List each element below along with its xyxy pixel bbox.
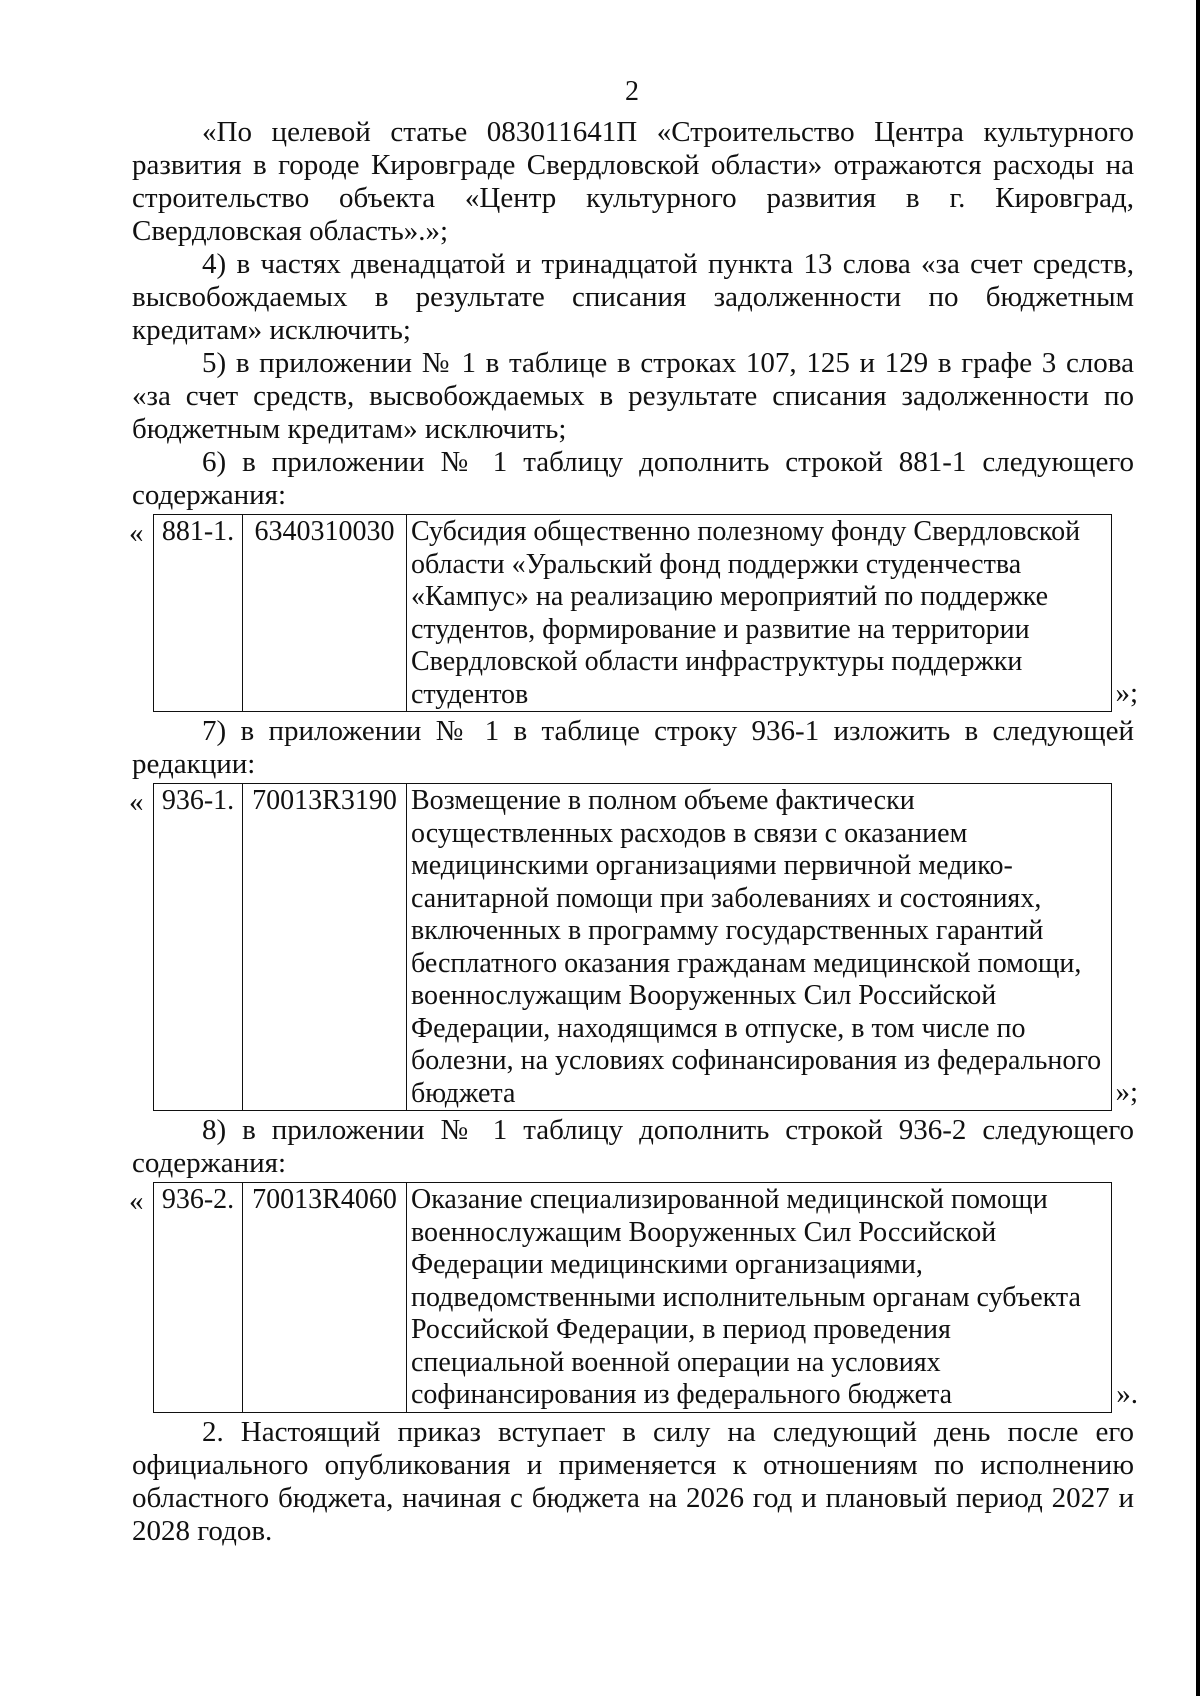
table-row-936-1 — [153, 783, 1112, 1111]
opening-quote: « — [129, 786, 144, 818]
row-description-cell: Оказание специализированной медицинской помощи военнослужащим Вооруженных Сил Российской Федерации медицинскими организациями, подведомственными исполнительным органам субъекта Российской Федерации, в период проведения специальной военной операции на условиях софинансирования из федерального бюджета — [407, 1183, 1112, 1413]
page-edge — [1196, 0, 1200, 1696]
opening-quote: « — [129, 517, 144, 549]
row-description-cell: Субсидия общественно полезному фонду Свердловской области «Уральский фонд поддержки студенчества «Кампус» на реализацию мероприятий по поддержке студентов, формирование и развитие на территории Свердловской области инфраструктуры поддержки студентов — [407, 515, 1112, 712]
closing-quote: »; — [1115, 1076, 1138, 1108]
paragraph-item-8: 8) в приложении № 1 таблицу дополнить строкой 936-2 следующего содержания: — [132, 1114, 1134, 1179]
table-row-881-1 — [153, 514, 1112, 712]
paragraph-target-article: «По целевой статье 083011641П «Строительство Центра культурного развития в городе Кировграде Свердловской области» отражаются расходы на строительство объекта «Центр культурного развития в г. Кировград, Свердловская область».»; — [132, 116, 1134, 247]
closing-quote: ». — [1116, 1377, 1138, 1410]
closing-quote: »; — [1115, 677, 1138, 709]
paragraph-item-4: 4) в частях двенадцатой и тринадцатой пункта 13 слова «за счет средств, высвобождаемых в результате списания задолженности по бюджетным кредитам» исключить; — [132, 248, 1134, 346]
amendment-table-936-1 — [129, 783, 1138, 1111]
row-number-cell: 881-1. — [154, 515, 243, 712]
amendment-table-881-1 — [129, 514, 1138, 712]
row-code-cell: 70013R4060 — [243, 1183, 407, 1413]
table-row — [154, 784, 1112, 1111]
table-row — [154, 1183, 1112, 1413]
table-row-936-2 — [153, 1182, 1112, 1413]
amendment-table-936-2 — [129, 1182, 1138, 1413]
row-number-cell: 936-2. — [154, 1183, 243, 1413]
page-number: 2 — [625, 76, 639, 107]
paragraph-item-7: 7) в приложении № 1 в таблице строку 936-1 изложить в следующей редакции: — [132, 715, 1134, 780]
row-description-cell: Возмещение в полном объеме фактически осуществленных расходов в связи с оказанием медицинскими организациями первичной медико-санитарной помощи при заболеваниях и состояниях, включенных в программу государственных гарантий бесплатного оказания гражданам медицинской помощи, военнослужащим Вооруженных Сил Российской Федерации, находящимся в отпуске, в том числе по болезни, на условиях софинансирования из федерального бюджета — [407, 784, 1112, 1111]
paragraph-effective-date: 2. Настоящий приказ вступает в силу на следующий день после его официального опубликования и применяется к отношениям по исполнению областного бюджета, начиная с бюджета на 2026 год и плановый период 2027 и 2028 годов. — [132, 1415, 1134, 1547]
paragraph-item-5: 5) в приложении № 1 в таблице в строках 107, 125 и 129 в графе 3 слова «за счет средств, высвобождаемых в результате списания задолженности по бюджетным кредитам» исключить; — [132, 347, 1134, 445]
row-code-cell: 6340310030 — [243, 515, 407, 712]
opening-quote: « — [129, 1185, 144, 1217]
row-code-cell: 70013R3190 — [243, 784, 407, 1111]
document-body — [129, 116, 1138, 1548]
paragraph-item-6: 6) в приложении № 1 таблицу дополнить строкой 881-1 следующего содержания: — [132, 446, 1134, 511]
table-row — [154, 515, 1112, 712]
row-number-cell: 936-1. — [154, 784, 243, 1111]
